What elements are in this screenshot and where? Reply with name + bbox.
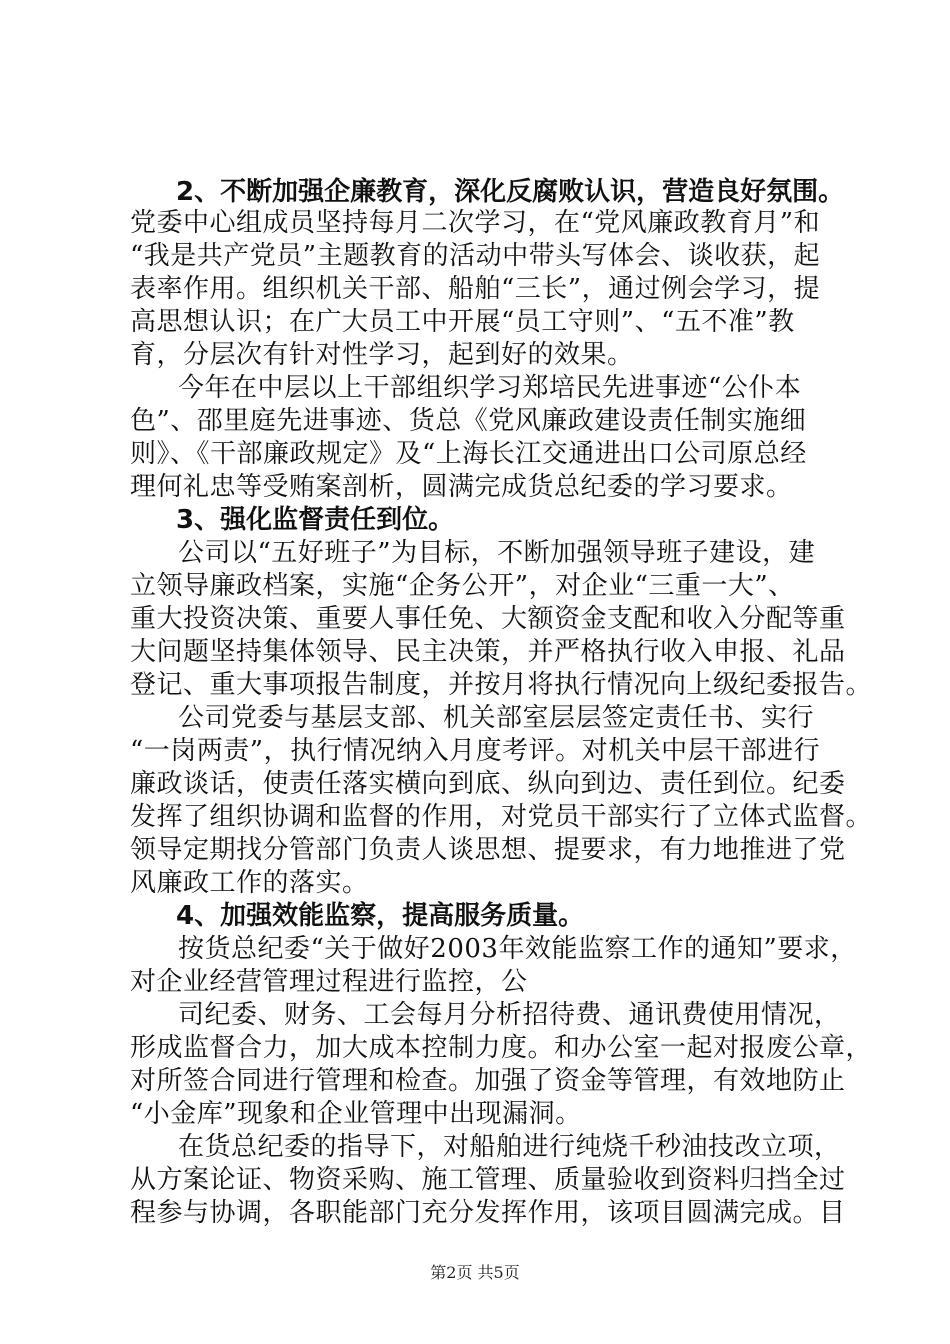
paragraph-line: 对所签合同进行管理和检查。加强了资金等管理，有效地防止 — [130, 1066, 846, 1096]
paragraph-line: 高思想认识；在广大员工中开展“员工守则”、“五不准”教 — [130, 307, 795, 337]
paragraph-line: 按货总纪委“关于做好2003年效能监察工作的通知”要求， — [178, 934, 857, 964]
paragraph-line: “我是共产党员”主题教育的活动中带头写体会、谈收获，起 — [130, 241, 821, 271]
paragraph-line: 廉政谈话，使责任落实横向到底、纵向到边、责任到位。纪委 — [130, 769, 846, 799]
paragraph-line: 今年在中层以上干部组织学习郑培民先进事迹“公仆本 — [178, 373, 802, 403]
paragraph-line: 风廉政工作的落实。 — [130, 868, 369, 898]
paragraph-line: 发挥了组织协调和监督的作用，对党员干部实行了立体式监督。 — [130, 802, 873, 832]
paragraph-line: 司纪委、财务、工会每月分析招待费、通讯费使用情况， — [178, 1000, 841, 1030]
section-heading-3: 3、强化监督责任到位。 — [176, 505, 455, 535]
paragraph-line: 大问题坚持集体领导、民主决策，并严格执行收入申报、礼品 — [130, 637, 846, 667]
paragraph-line: “一岗两责”，执行情况纳入月度考评。对机关中层干部进行 — [130, 736, 821, 766]
paragraph-line: 在货总纪委的指导下，对船舶进行纯烧千秒油技改立项， — [178, 1132, 841, 1162]
paragraph-line: 理何礼忠等受贿案剖析，圆满完成货总纪委的学习要求。 — [130, 472, 793, 502]
section-heading-2: 2、不断加强企廉教育，深化反腐败认识，营造良好氛围。 — [176, 177, 845, 207]
section-heading-4: 4、加强效能监察，提高服务质量。 — [176, 901, 585, 931]
paragraph-line: 则》、《干部廉政规定》及“上海长江交通进出口公司原总经 — [130, 439, 807, 469]
paragraph-line: 领导定期找分管部门负责人谈思想、提要求，有力地推进了党 — [130, 835, 846, 865]
paragraph-line: 形成监督合力，加大成本控制力度。和办公室一起对报废公章， — [130, 1033, 873, 1063]
paragraph-line: “小金库”现象和企业管理中出现漏洞。 — [130, 1099, 582, 1129]
paragraph-line: 表率作用。组织机关干部、船舶“三长”，通过例会学习，提 — [130, 274, 821, 304]
paragraph-line: 立领导廉政档案，实施“企务公开”，对企业“三重一大”、 — [130, 571, 795, 601]
page-footer: 第2页 共5页 — [430, 1263, 520, 1282]
paragraph-line: 色”、邵里庭先进事迹、货总《党风廉政建设责任制实施细 — [130, 406, 807, 436]
paragraph-line: 对企业经营管理过程进行监控，公 — [130, 967, 528, 997]
paragraph-line: 党委中心组成员坚持每月二次学习，在“党风廉政教育月”和 — [130, 208, 821, 238]
paragraph-line: 重大投资决策、重要人事任免、大额资金支配和收入分配等重 — [130, 604, 846, 634]
paragraph-line: 育，分层次有针对性学习，起到好的效果。 — [130, 340, 634, 370]
paragraph-line: 公司党委与基层支部、机关部室层层签定责任书、实行 — [178, 703, 815, 733]
paragraph-line: 公司以“五好班子”为目标，不断加强领导班子建设，建 — [178, 538, 816, 568]
paragraph-line: 登记、重大事项报告制度，并按月将执行情况向上级纪委报告。 — [130, 670, 873, 700]
paragraph-line: 从方案论证、物资采购、施工管理、质量验收到资料归挡全过 — [130, 1165, 846, 1195]
paragraph-line: 程参与协调，各职能部门充分发挥作用，该项目圆满完成。目 — [130, 1198, 846, 1228]
